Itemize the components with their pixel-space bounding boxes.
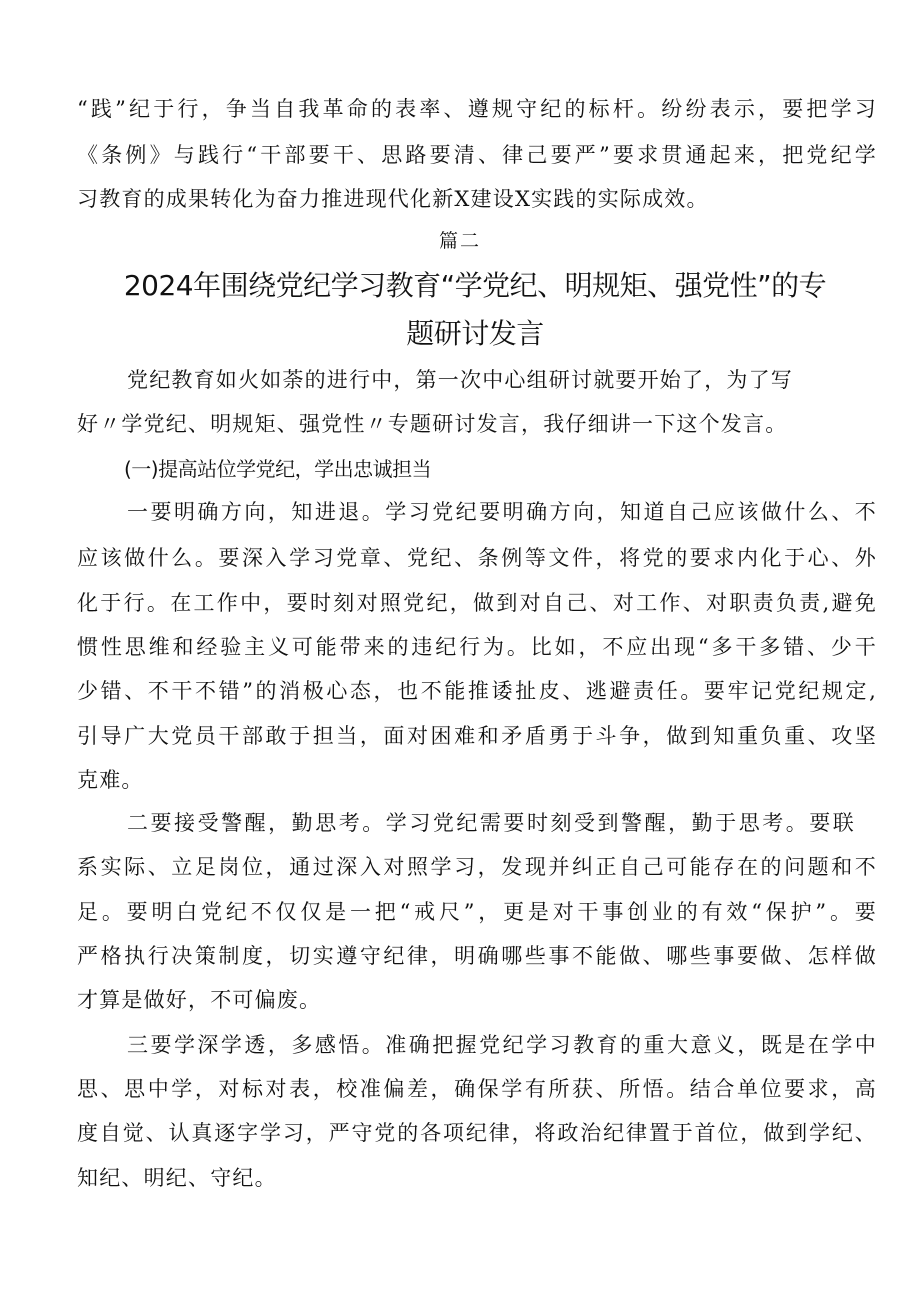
- intro-line-3: 习教育的成果转化为奋力推进现代化新X建设X实践的实际成效。: [77, 187, 709, 211]
- para1-line-7: 克难。: [77, 768, 144, 792]
- para3-line-2: 思、思中学，对标对表，校准偏差，确保学有所获、所悟。结合单位要求，高: [77, 1077, 877, 1101]
- para1-line-6: 引导广大党员干部敢于担当，面对困难和矛盾勇于斗争，做到知重负重、攻坚: [77, 724, 877, 748]
- para1-line-2: 应该做什么。要深入学习党章、党纪、条例等文件，将党的要求内化于心、外: [77, 546, 877, 570]
- para3-line-3: 度自觉、认真逐字学习，严守党的各项纪律，将政治纪律置于首位，做到学纪、: [77, 1121, 877, 1145]
- opening-line-2: 好〃学党纪、明规矩、强党性〃专题研讨发言，我仔细讲一下这个发言。: [77, 412, 788, 436]
- opening-line-1: 党纪教育如火如荼的进行中，第一次中心组研讨就要开始了，为了写: [127, 368, 793, 392]
- para2-line-4: 严格执行决策制度，切实遵守纪律，明确哪些事不能做、哪些事要做、怎样做: [77, 944, 877, 968]
- para3-line-4: 知纪、明纪、守纪。: [77, 1166, 277, 1190]
- para1-line-3: 化于行。在工作中，要时刻对照党纪，做到对自己、对工作、对职责负责,避免: [77, 591, 877, 615]
- title-line-2: 题研讨发言: [406, 317, 544, 350]
- para3-line-1: 三要学深学透，多感悟。准确把握党纪学习教育的重大意义，既是在学中: [127, 1033, 877, 1057]
- intro-line-1: “践”纪于行，争当自我革命的表率、遵规守纪的标杆。纷纷表示，要把学习: [77, 97, 877, 121]
- para2-line-2: 系实际、立足岗位，通过深入对照学习，发现并纠正自己可能存在的问题和不: [77, 855, 877, 879]
- para1-line-1: 一要明确方向，知进退。学习党纪要明确方向，知道自己应该做什么、不: [127, 500, 877, 524]
- intro-line-2: 《条例》与践行“干部要干、思路要清、律己要严”要求贯通起来，把党纪学: [77, 143, 877, 167]
- section-label: 篇二: [438, 230, 481, 252]
- subheading: (一)提高站位学党纪，学出忠诚担当: [124, 457, 432, 481]
- para1-line-5: 少错、不干不错”的消极心态，也不能推诿扯皮、逃避责任。要牢记党纪规定,: [77, 679, 877, 703]
- para2-line-5: 才算是做好，不可偏废。: [77, 988, 322, 1012]
- title-line-1: 2024年围绕党纪学习教育“学党纪、明规矩、强党性”的专: [123, 269, 827, 302]
- para2-line-1: 二要接受警醒，勤思考。学习党纪需要时刻受到警醒，勤于思考。要联: [127, 811, 855, 835]
- para2-line-3: 足。要明白党纪不仅仅是一把“戒尺”，更是对干事创业的有效“保护”。要: [77, 900, 877, 924]
- para1-line-4: 惯性思维和经验主义可能带来的违纪行为。比如，不应出现“多干多错、少干: [77, 635, 877, 659]
